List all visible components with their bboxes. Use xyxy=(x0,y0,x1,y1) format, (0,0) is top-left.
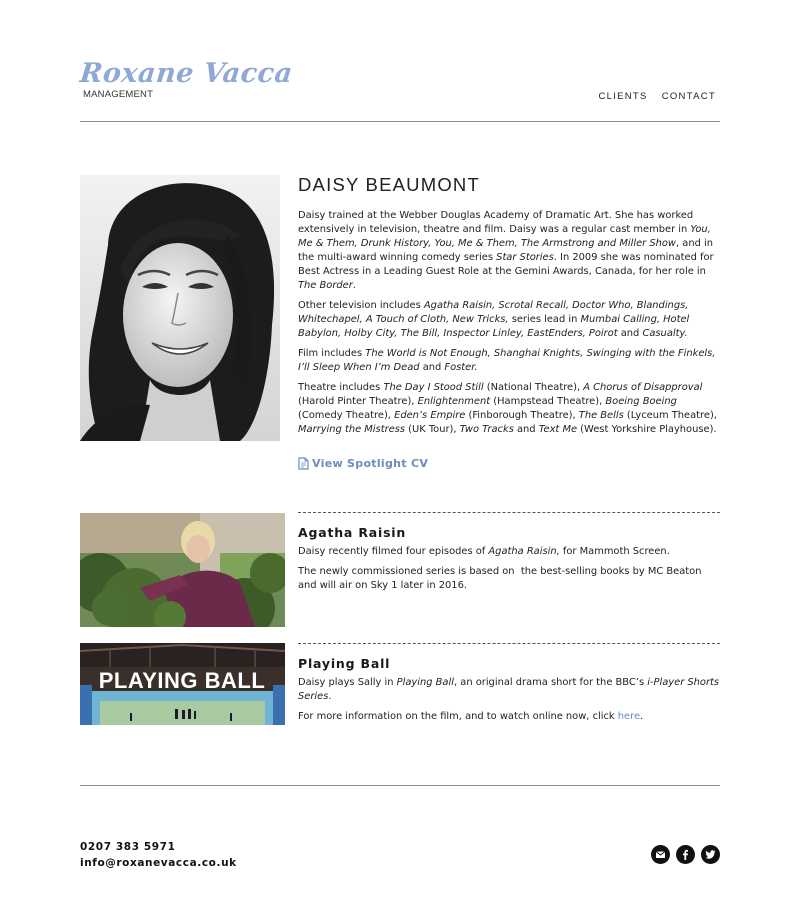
news-title[interactable]: Agatha Raisin xyxy=(298,525,407,540)
footer-divider xyxy=(80,785,720,786)
twitter-button[interactable] xyxy=(701,845,720,864)
email-address[interactable]: info@roxanevacca.co.uk xyxy=(80,857,237,869)
bio-theatre: Theatre includes The Day I Stood Still (National Theatre), A Chorus of Disapproval (Harold Pinter Theatre), Enlightenment (Hampstead Theatre), Boeing Boeing (Comedy Theatre), Eden’s Empire (Finborough Theatre), The Bells (Lyceum Theatre), Marrying the Mistress (UK Tour), Two Tracks and Text Me (West Yorkshire Playhouse). xyxy=(298,382,717,435)
news-image-playing-ball[interactable] xyxy=(80,643,285,725)
news-title[interactable]: Playing Ball xyxy=(298,656,391,671)
news-text: The newly commissioned series is based on the best-selling books by MC Beaton and will air on Sky 1 later in 2016. xyxy=(298,566,702,591)
email-button[interactable] xyxy=(651,845,670,864)
client-name: DAISY BEAUMONT xyxy=(298,174,480,195)
bio-paragraph: Daisy trained at the Webber Douglas Academy of Dramatic Art. She has worked extensively in television, theatre and film. Daisy was a regular cast member in You, Me & Them, Drunk History, You, Me & Them, The Armstrong and Miller Show, and in the multi-award winning comedy series Star Stories. In 2009 she was nominated for Best Actress in a Leading Guest Role at the Gemini Awards, Canada, for her role in The Border. xyxy=(298,210,714,291)
logo-script: Roxane Vacca xyxy=(78,58,295,89)
news-item xyxy=(80,512,720,627)
logo-subtitle: MANAGEMENT xyxy=(83,89,154,100)
nav-contact[interactable]: CONTACT xyxy=(661,91,716,102)
facebook-icon xyxy=(680,849,691,860)
bio-film: Film includes The World is Not Enough, Shanghai Knights, Swinging with the Finkels, I’ll Sleep When I’m Dead and Foster. xyxy=(298,348,716,373)
twitter-icon xyxy=(705,849,716,860)
portrait-photo xyxy=(80,175,280,441)
site-header xyxy=(80,56,720,122)
spotlight-cv-link[interactable] xyxy=(298,457,722,470)
main-nav xyxy=(598,91,716,102)
news-image-agatha-raisin[interactable] xyxy=(80,513,285,627)
nav-clients[interactable]: CLIENTS xyxy=(598,91,648,102)
footer-contact xyxy=(80,839,237,871)
logo[interactable] xyxy=(80,56,293,100)
social-links xyxy=(651,845,720,864)
news-item xyxy=(80,643,720,725)
bio-section xyxy=(298,174,722,470)
playing-ball-image-text: PLAYING BALL xyxy=(98,668,266,693)
facebook-button[interactable] xyxy=(676,845,695,864)
spotlight-cv-label: View Spotlight CV xyxy=(312,457,429,470)
news-text: Daisy plays Sally in Playing Ball, an original drama short for the BBC’s i-Player Shorts Series. xyxy=(298,677,720,702)
news-text: For more information on the film, and to watch online now, click here. xyxy=(298,711,644,722)
document-icon xyxy=(298,457,309,470)
news-body xyxy=(298,512,720,593)
email-icon xyxy=(655,849,666,860)
news-body xyxy=(298,643,720,724)
watch-here-link[interactable]: here xyxy=(617,711,641,722)
news-text: Daisy recently filmed four episodes of Agatha Raisin, for Mammoth Screen. xyxy=(298,546,670,557)
phone-number[interactable]: 0207 383 5971 xyxy=(80,841,176,853)
bio-television: Other television includes Agatha Raisin, Scrotal Recall, Doctor Who, Blandings, Whitechapel, A Touch of Cloth, New Tricks, series lead in Mumbai Calling, Hotel Babylon, Holby City, The Bill, Inspector Linley, EastEnders, Poirot and Casualty. xyxy=(298,300,690,339)
